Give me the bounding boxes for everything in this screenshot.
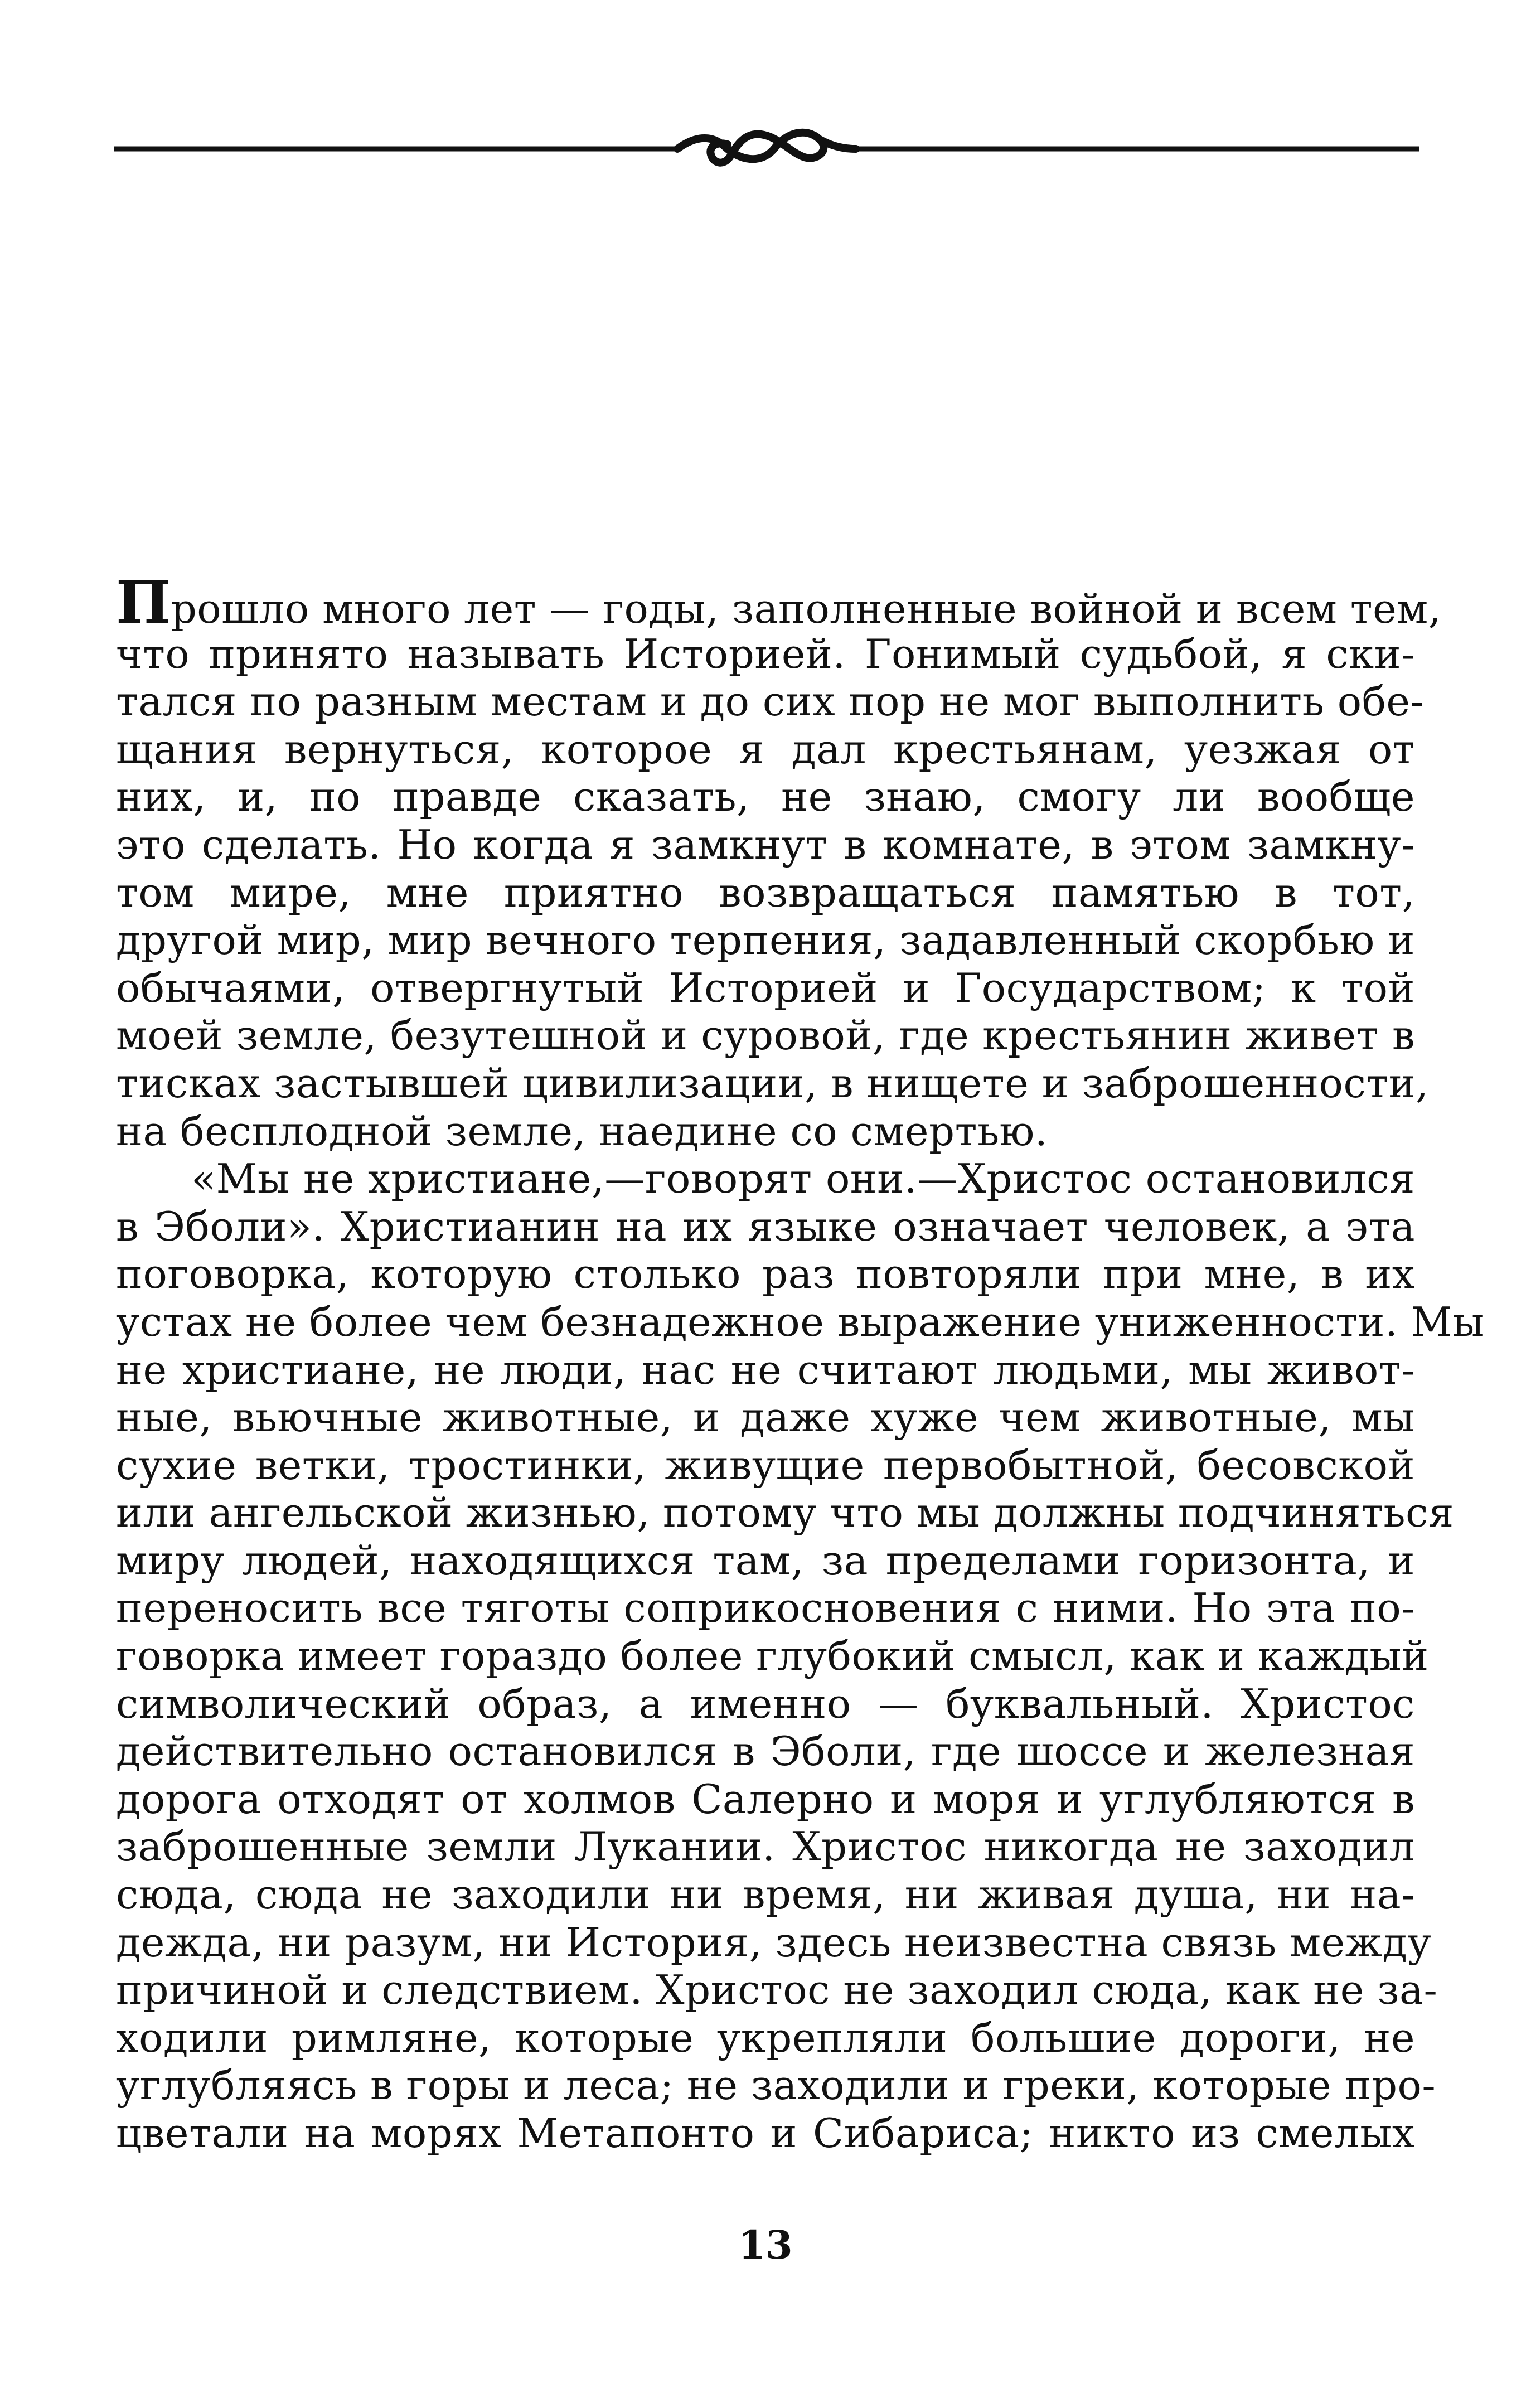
paragraph-2 (116, 1155, 1485, 2157)
text-line: дежда, ни разум, ни История, здесь неизвестна связь между (116, 1918, 1432, 1966)
text-line: углубляясь в горы и леса; не заходили и греки, которые про- (116, 2062, 1436, 2109)
text-line: них, и, по правде сказать, не знаю, смогу ли вообще (116, 773, 1415, 821)
text-line: действительно остановился в Эболи, где шоссе и железная (116, 1728, 1415, 1775)
text-line: ные, вьючные животные, и даже хуже чем животные, мы (116, 1394, 1415, 1441)
text-line: переносить все тяготы соприкосновения с ними. Но эта по- (116, 1585, 1415, 1632)
text-line: обычаями, отвергнутый Историей и Государством; к той (116, 964, 1415, 1011)
text-line: ходили римляне, которые укрепляли большие дороги, не (116, 2014, 1415, 2061)
text-line: причиной и следствием. Христос не заходил сюда, как не за- (116, 1966, 1438, 2014)
text-line: моей земле, безутешной и суровой, где крестьянин живет в (116, 1012, 1415, 1059)
text-line: другой мир, мир вечного терпения, задавленный скорбью и (116, 917, 1415, 964)
text-line: Прошло много лет — годы, заполненные войной и всем тем, (116, 568, 1442, 637)
text-line: говорка имеет гораздо более глубокий смысл, как и каждый (116, 1632, 1429, 1680)
text-line: устах не более чем безнадежное выражение униженности. Мы (116, 1298, 1485, 1345)
text-line: что принято называть Историей. Гонимый судьбой, я ски- (116, 630, 1415, 677)
text-line: тисках застывшей цивилизации, в нищете и заброшенности, (116, 1059, 1429, 1107)
text-line: символический образ, а именно — буквальный. Христос (116, 1680, 1415, 1727)
text-line: «Мы не христиане,—говорят они.—Христос остановился (191, 1155, 1415, 1203)
page-number: 13 (738, 2222, 793, 2268)
text-line: дорога отходят от холмов Салерно и моря и углубляются в (116, 1775, 1415, 1823)
paragraph-1 (116, 568, 1442, 1155)
main-text (116, 568, 1485, 2158)
text-line: на бесплодной земле, наедине со смертью. (116, 1107, 1048, 1155)
text-line: не христиане, не люди, нас не считают людьми, мы живот- (116, 1346, 1415, 1393)
text-line: тался по разным местам и до сих пор не мог выполнить обе- (116, 678, 1425, 725)
text-line: заброшенные земли Лукании. Христос никогда не заходил (116, 1823, 1415, 1871)
text-line: миру людей, находящихся там, за пределами горизонта, и (116, 1537, 1415, 1584)
text-line: или ангельской жизнью, потому что мы должны подчиняться (116, 1489, 1454, 1537)
text-line: цветали на морях Метапонто и Сибариса; никто из смелых (116, 2110, 1415, 2157)
drop-cap: П (116, 568, 171, 637)
text-line: сухие ветки, тростинки, живущие первобытной, бесовской (116, 1441, 1415, 1489)
text-line: щания вернуться, которое я дал крестьянам, уезжая от (116, 725, 1415, 773)
text-line: в Эболи». Христианин на их языке означает человек, а эта (116, 1203, 1415, 1250)
text-line: том мире, мне приятно возвращаться памятью в тот, (116, 869, 1415, 916)
swash-divider-icon (114, 114, 1419, 176)
text-line: поговорка, которую столько раз повторяли при мне, в их (116, 1251, 1415, 1298)
text-line: сюда, сюда не заходили ни время, ни живая душа, ни на- (116, 1871, 1415, 1918)
text-line: это сделать. Но когда я замкнут в комнате, в этом замкну- (116, 821, 1415, 868)
